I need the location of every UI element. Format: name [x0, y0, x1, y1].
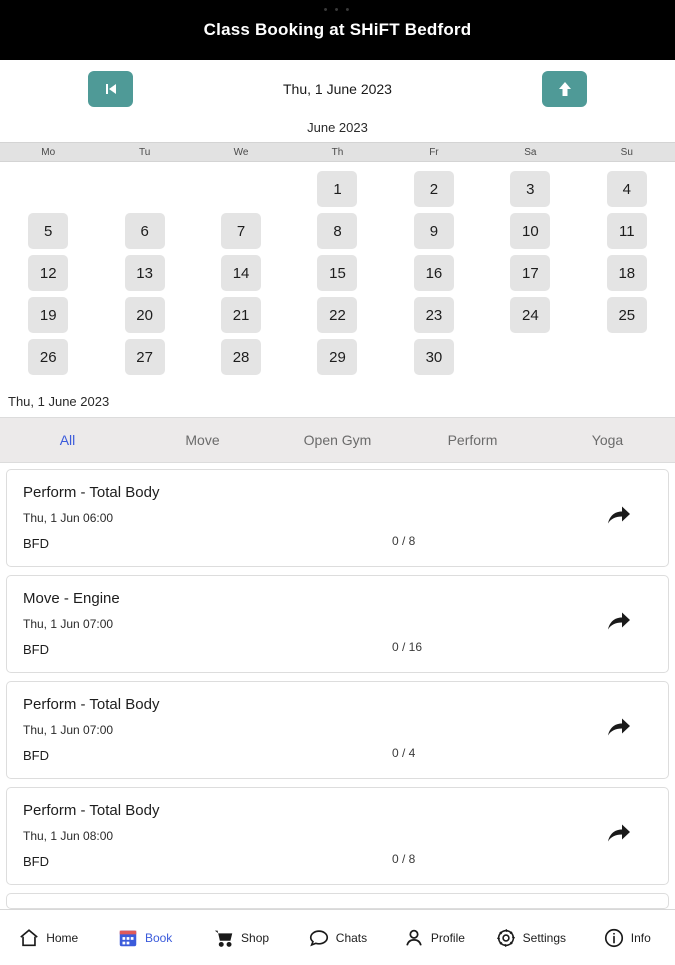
weekday-sa: Sa	[524, 147, 537, 158]
class-time: Thu, 1 Jun 07:00	[23, 617, 114, 631]
bottom-nav-home-label: Home	[46, 930, 79, 945]
calendar-day[interactable]: 7	[221, 213, 261, 249]
calendar-cell[interactable]	[0, 254, 96, 292]
calendar-cell[interactable]	[289, 338, 385, 376]
calendar-cell[interactable]	[193, 338, 289, 376]
class-capacity: 0 / 8	[392, 852, 416, 866]
bottom-nav-chats-label: Chats	[335, 930, 368, 945]
calendar-cell[interactable]	[579, 296, 675, 334]
tab-all[interactable]: All	[59, 432, 76, 448]
skip-back-icon	[103, 81, 119, 97]
calendar-day[interactable]: 5	[28, 213, 68, 249]
weekday-th: Th	[331, 147, 344, 158]
calendar-cell[interactable]	[289, 212, 385, 250]
calendar-day[interactable]: 22	[317, 297, 357, 333]
arrow-up-icon	[557, 80, 573, 98]
calendar-weekday-header	[0, 142, 675, 162]
class-time: Thu, 1 Jun 08:00	[23, 829, 114, 843]
jump-to-today-button[interactable]	[542, 71, 587, 107]
calendar-cell[interactable]	[193, 212, 289, 250]
tab-open-gym[interactable]: Open Gym	[303, 432, 372, 448]
calendar-day[interactable]: 16	[414, 255, 454, 291]
window-dots: • • •	[323, 4, 352, 16]
class-filter-tabs	[0, 417, 675, 463]
selected-date-label: Thu, 1 June 2023	[8, 394, 110, 409]
calendar-cell	[0, 170, 96, 208]
calendar-cell[interactable]	[386, 212, 482, 250]
class-time: Thu, 1 Jun 07:00	[23, 723, 114, 737]
calendar-cell[interactable]	[193, 296, 289, 334]
calendar-cell[interactable]	[96, 212, 192, 250]
current-date-label: Thu, 1 June 2023	[283, 81, 392, 97]
calendar-cell[interactable]	[482, 170, 578, 208]
share-icon[interactable]	[606, 823, 632, 850]
calendar-cell[interactable]	[386, 338, 482, 376]
calendar-day[interactable]: 13	[125, 255, 165, 291]
calendar-day-blank	[607, 339, 647, 375]
calendar-icon	[117, 927, 139, 949]
calendar-day[interactable]: 26	[28, 339, 68, 375]
calendar-cell[interactable]	[482, 212, 578, 250]
class-title: Perform - Total Body	[23, 802, 160, 819]
person-icon	[403, 927, 425, 949]
calendar-cell[interactable]	[579, 212, 675, 250]
tab-move[interactable]: Move	[185, 432, 220, 448]
class-list-item[interactable]	[6, 575, 669, 673]
calendar-cell[interactable]	[0, 338, 96, 376]
gear-icon	[495, 927, 517, 949]
bottom-navigation	[0, 909, 675, 965]
calendar-cell	[482, 338, 578, 376]
previous-day-button[interactable]	[88, 71, 133, 107]
bottom-nav-home[interactable]	[0, 927, 96, 949]
calendar-cell[interactable]	[96, 254, 192, 292]
calendar-month-label: June 2023	[307, 120, 368, 135]
page-title: Class Booking at SHiFT Bedford	[203, 20, 472, 39]
class-list-item[interactable]	[6, 681, 669, 779]
calendar-day[interactable]: 28	[221, 339, 261, 375]
calendar-day[interactable]: 10	[510, 213, 550, 249]
calendar-day[interactable]: 19	[28, 297, 68, 333]
bottom-nav-info-label: Info	[630, 930, 651, 945]
calendar-day-blank	[125, 171, 165, 207]
class-location: BFD	[23, 854, 49, 869]
calendar-day[interactable]: 11	[607, 213, 647, 249]
class-capacity: 0 / 16	[392, 640, 423, 654]
calendar-day-blank	[28, 171, 68, 207]
share-icon[interactable]	[606, 717, 632, 744]
calendar-cell[interactable]	[289, 170, 385, 208]
tab-yoga[interactable]: Yoga	[591, 432, 624, 448]
bottom-nav-book-label: Book	[144, 930, 173, 945]
calendar-cell[interactable]	[289, 254, 385, 292]
calendar-cell[interactable]	[482, 254, 578, 292]
calendar-grid	[0, 162, 675, 376]
class-list-item[interactable]	[6, 469, 669, 567]
class-list-item-partial[interactable]	[6, 893, 669, 909]
calendar-cell[interactable]	[386, 296, 482, 334]
calendar-day[interactable]: 29	[317, 339, 357, 375]
calendar-day[interactable]: 18	[607, 255, 647, 291]
calendar-cell[interactable]	[96, 296, 192, 334]
calendar	[0, 118, 675, 382]
calendar-day[interactable]: 9	[414, 213, 454, 249]
calendar-day[interactable]: 27	[125, 339, 165, 375]
bottom-nav-shop[interactable]	[193, 927, 289, 949]
class-title: Perform - Total Body	[23, 484, 160, 501]
calendar-day[interactable]: 21	[221, 297, 261, 333]
weekday-su: Su	[620, 147, 633, 158]
bottom-nav-settings-label: Settings	[522, 930, 566, 945]
calendar-day[interactable]: 4	[607, 171, 647, 207]
class-title: Move - Engine	[23, 590, 120, 607]
bottom-nav-info[interactable]	[579, 927, 675, 949]
chat-icon	[308, 927, 330, 949]
class-list-item[interactable]	[6, 787, 669, 885]
calendar-day[interactable]: 2	[414, 171, 454, 207]
class-location: BFD	[23, 536, 49, 551]
class-title: Perform - Total Body	[23, 696, 160, 713]
class-capacity: 0 / 4	[392, 746, 416, 760]
class-location: BFD	[23, 642, 49, 657]
cart-icon	[213, 927, 235, 949]
calendar-cell[interactable]	[193, 254, 289, 292]
bottom-nav-settings[interactable]	[482, 927, 578, 949]
calendar-cell	[579, 338, 675, 376]
class-list[interactable]	[0, 463, 675, 909]
calendar-day[interactable]: 20	[125, 297, 165, 333]
bottom-nav-shop-label: Shop	[241, 930, 270, 945]
weekday-fr: Fr	[429, 147, 439, 158]
calendar-cell[interactable]	[289, 296, 385, 334]
calendar-day[interactable]: 12	[28, 255, 68, 291]
share-icon[interactable]	[606, 505, 632, 532]
calendar-day[interactable]: 17	[510, 255, 550, 291]
class-time: Thu, 1 Jun 06:00	[23, 511, 114, 525]
calendar-cell[interactable]	[579, 254, 675, 292]
calendar-day-blank	[221, 171, 261, 207]
calendar-day[interactable]: 24	[510, 297, 550, 333]
weekday-mo: Mo	[41, 147, 56, 158]
calendar-cell[interactable]	[96, 338, 192, 376]
calendar-day[interactable]: 3	[510, 171, 550, 207]
date-navigation-bar	[0, 60, 675, 118]
weekday-tu: Tu	[138, 147, 151, 158]
calendar-cell	[96, 170, 192, 208]
calendar-cell[interactable]	[482, 296, 578, 334]
bottom-nav-profile[interactable]	[386, 927, 482, 949]
class-capacity: 0 / 8	[392, 534, 416, 548]
calendar-cell	[193, 170, 289, 208]
bottom-nav-profile-label: Profile	[430, 930, 465, 945]
share-icon[interactable]	[606, 611, 632, 638]
title-bar	[0, 0, 675, 60]
info-icon	[603, 927, 625, 949]
calendar-cell[interactable]	[386, 170, 482, 208]
calendar-cell[interactable]	[0, 296, 96, 334]
calendar-day[interactable]: 23	[414, 297, 454, 333]
calendar-day[interactable]: 1	[317, 171, 357, 207]
calendar-day[interactable]: 14	[221, 255, 261, 291]
calendar-day[interactable]: 6	[125, 213, 165, 249]
bottom-nav-book[interactable]	[96, 927, 192, 949]
bottom-nav-chats[interactable]	[289, 927, 385, 949]
class-location: BFD	[23, 748, 49, 763]
calendar-cell[interactable]	[579, 170, 675, 208]
calendar-cell[interactable]	[0, 212, 96, 250]
calendar-day[interactable]: 30	[414, 339, 454, 375]
calendar-day-blank	[510, 339, 550, 375]
calendar-cell[interactable]	[386, 254, 482, 292]
tab-perform[interactable]: Perform	[447, 432, 498, 448]
weekday-we: We	[233, 147, 249, 158]
calendar-day[interactable]: 25	[607, 297, 647, 333]
calendar-day[interactable]: 8	[317, 213, 357, 249]
calendar-day[interactable]: 15	[317, 255, 357, 291]
home-icon	[18, 927, 40, 949]
